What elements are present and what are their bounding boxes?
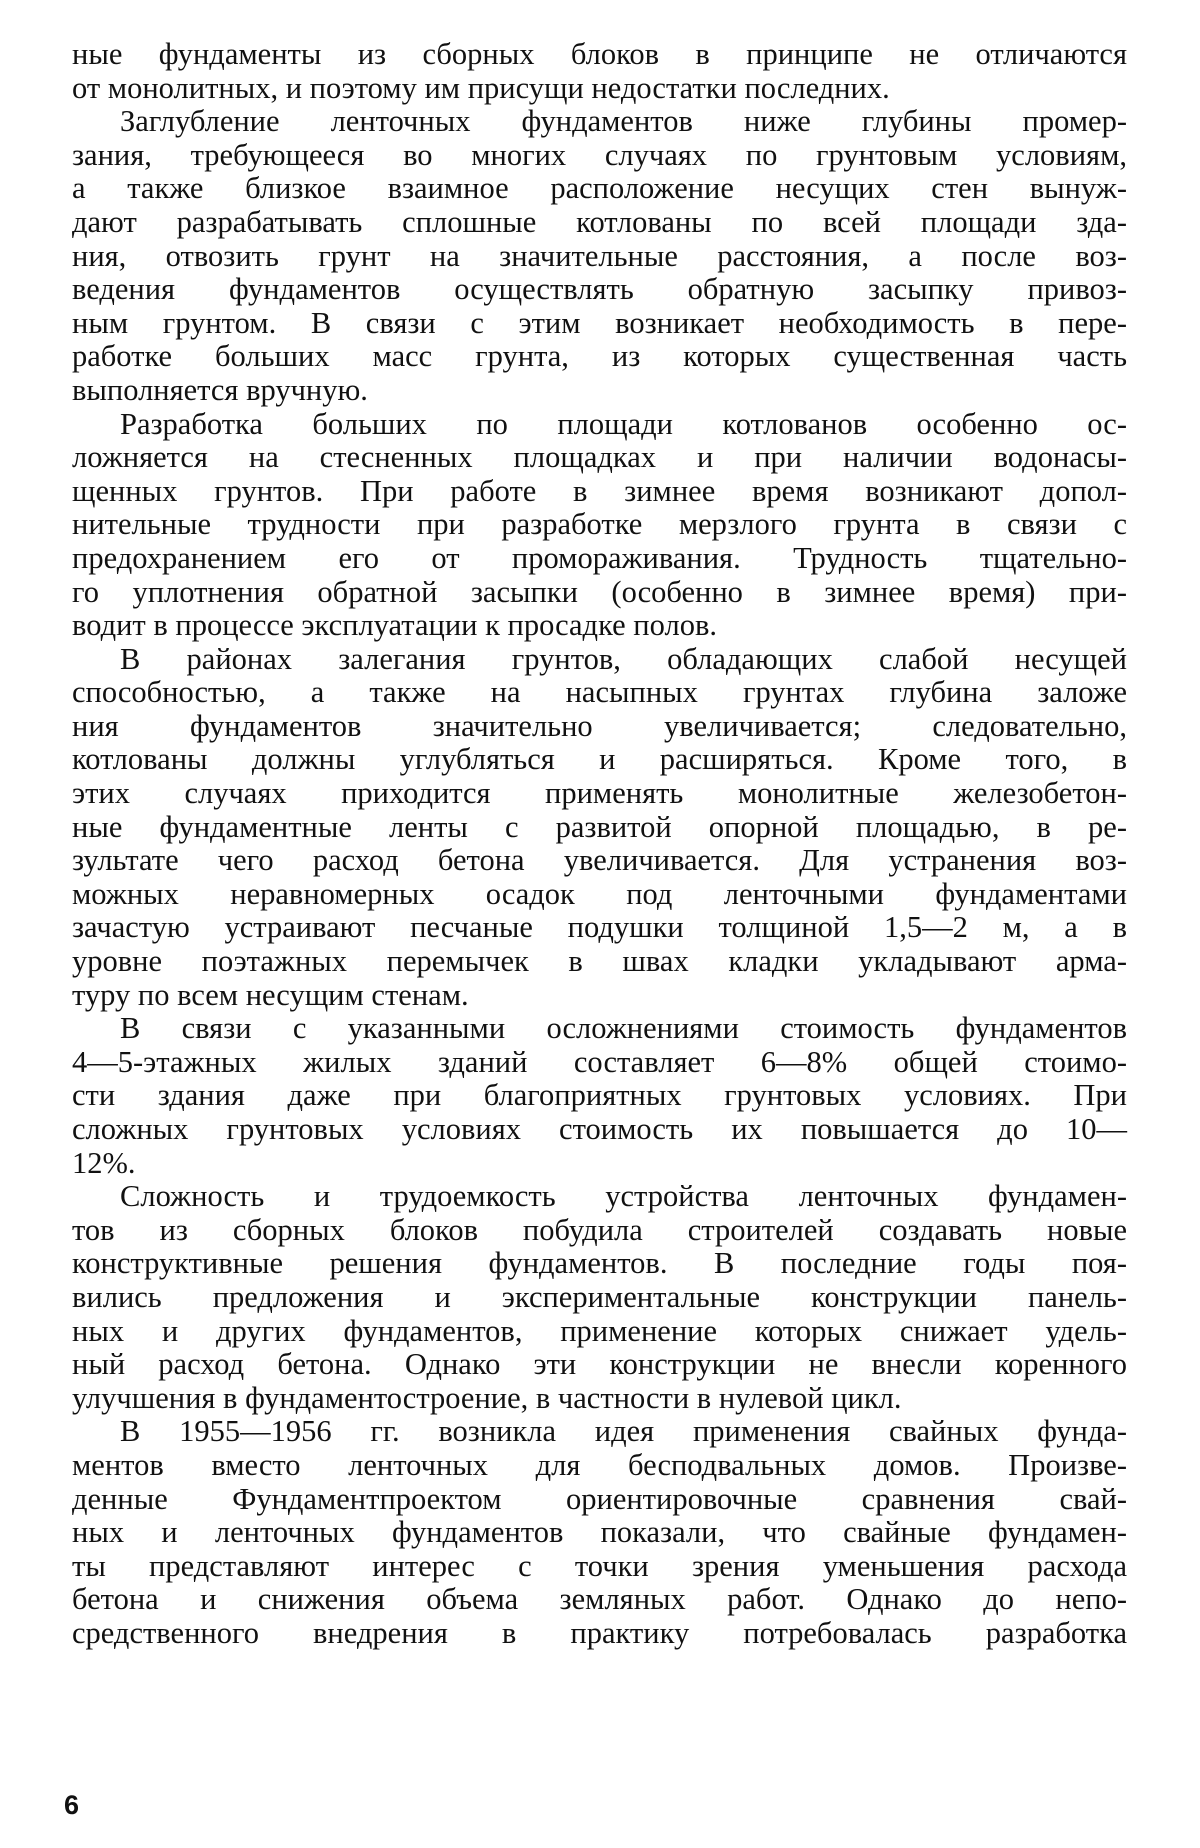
text-line: котлованы должны углубляться и расширяться. Кроме того, в: [72, 742, 1127, 777]
text-line: ным грунтом. В связи с этим возникает необходимость в пере-: [72, 305, 1127, 340]
text-line: В связи с указанными осложнениями стоимость фундаментов: [120, 1011, 1127, 1046]
text-line: щенных грунтов. При работе в зимнее время возникают допол-: [72, 473, 1127, 508]
text-line: зания, требующееся во многих случаях по грунтовым условиям,: [72, 137, 1127, 172]
text-line: можных неравномерных осадок под ленточными фундаментами: [72, 876, 1127, 911]
text-line: конструктивные решения фундаментов. В последние годы поя-: [72, 1246, 1127, 1281]
text-line: средственного внедрения в практику потребовалась разработка: [72, 1615, 1127, 1650]
text-line: Сложность и трудоемкость устройства ленточных фундамен-: [120, 1179, 1127, 1214]
text-line: 4—5-этажных жилых зданий составляет 6—8% общей стоимо-: [72, 1044, 1127, 1079]
paragraph: [72, 1012, 1127, 1180]
paragraph: [72, 408, 1127, 643]
text-line: 12%.: [72, 1145, 136, 1180]
text-line: ных и ленточных фундаментов показали, что свайные фундамен-: [72, 1515, 1127, 1550]
text-line: предохранением его от промораживания. Трудность тщательно-: [72, 540, 1127, 575]
text-line: водит в процессе эксплуатации к просадке полов.: [72, 608, 717, 643]
paragraph: [72, 643, 1127, 1013]
text-line: ния фундаментов значительно увеличивается; следовательно,: [72, 708, 1127, 743]
text-line: нительные трудности при разработке мерзлого грунта в связи с: [72, 507, 1127, 542]
text-line: работке больших масс грунта, из которых существенная часть: [72, 339, 1127, 374]
page-number: 6: [64, 1790, 80, 1820]
text-line: вились предложения и экспериментальные конструкции панель-: [72, 1279, 1127, 1314]
text-line: этих случаях приходится применять монолитные железобетон-: [72, 776, 1127, 811]
text-line: способностью, а также на насыпных грунтах глубина заложе: [72, 675, 1127, 710]
text-line: зачастую устраивают песчаные подушки толщиной 1,5—2 м, а в: [72, 910, 1127, 945]
text-line: денные Фундаментпроектом ориентировочные сравнения свай-: [72, 1481, 1127, 1516]
text-line: В районах залегания грунтов, обладающих слабой несущей: [120, 641, 1127, 676]
text-line: от монолитных, и поэтому им присущи недостатки последних.: [72, 70, 890, 105]
text-line: сти здания даже при благоприятных грунтовых условиях. При: [72, 1078, 1127, 1113]
text-line: тов из сборных блоков побудила строителей создавать новые: [72, 1212, 1127, 1247]
paragraph: [72, 38, 1127, 105]
text-line: ния, отвозить грунт на значительные расстояния, а после воз-: [72, 238, 1127, 273]
text-line: В 1955—1956 гг. возникла идея применения свайных фунда-: [120, 1414, 1127, 1449]
text-line: ментов вместо ленточных для бесподвальных домов. Произве-: [72, 1447, 1127, 1482]
text-line: ты представляют интерес с точки зрения уменьшения расхода: [72, 1548, 1127, 1583]
text-line: дают разрабатывать сплошные котлованы по всей площади зда-: [72, 204, 1127, 239]
text-line: выполняется вручную.: [72, 372, 368, 407]
text-line: а также близкое взаимное расположение несущих стен вынуж-: [72, 171, 1127, 206]
page-body-text: [72, 38, 1127, 1651]
text-line: ложняется на стесненных площадках и при наличии водонасы-: [72, 440, 1127, 475]
text-line: сложных грунтовых условиях стоимость их повышается до 10—: [72, 1112, 1127, 1146]
text-line: уровне поэтажных перемычек в швах кладки укладывают арма-: [72, 944, 1127, 979]
text-line: Разработка больших по площади котлованов особенно ос-: [120, 406, 1127, 441]
paragraph: [72, 1415, 1127, 1650]
text-line: ных и других фундаментов, применение которых снижает удель-: [72, 1313, 1127, 1348]
text-line: ные фундаменты из сборных блоков в принципе не отличаются: [72, 37, 1127, 71]
text-line: бетона и снижения объема земляных работ. Однако до непо-: [72, 1582, 1127, 1617]
text-line: ный расход бетона. Однако эти конструкции не внесли коренного: [72, 1347, 1127, 1382]
text-line: ведения фундаментов осуществлять обратную засыпку привоз-: [72, 272, 1127, 307]
text-line: Заглубление ленточных фундаментов ниже глубины промер-: [120, 104, 1127, 139]
paragraph-container: [72, 38, 1127, 1651]
text-line: го уплотнения обратной засыпки (особенно в зимнее время) при-: [72, 574, 1127, 609]
text-line: зультате чего расход бетона увеличивается. Для устранения воз-: [72, 843, 1127, 878]
text-line: ные фундаментные ленты с развитой опорной площадью, в ре-: [72, 809, 1127, 844]
paragraph: [72, 1180, 1127, 1415]
paragraph: [72, 105, 1127, 407]
text-line: улучшения в фундаментостроение, в частности в нулевой цикл.: [72, 1380, 902, 1415]
text-line: туру по всем несущим стенам.: [72, 977, 469, 1012]
